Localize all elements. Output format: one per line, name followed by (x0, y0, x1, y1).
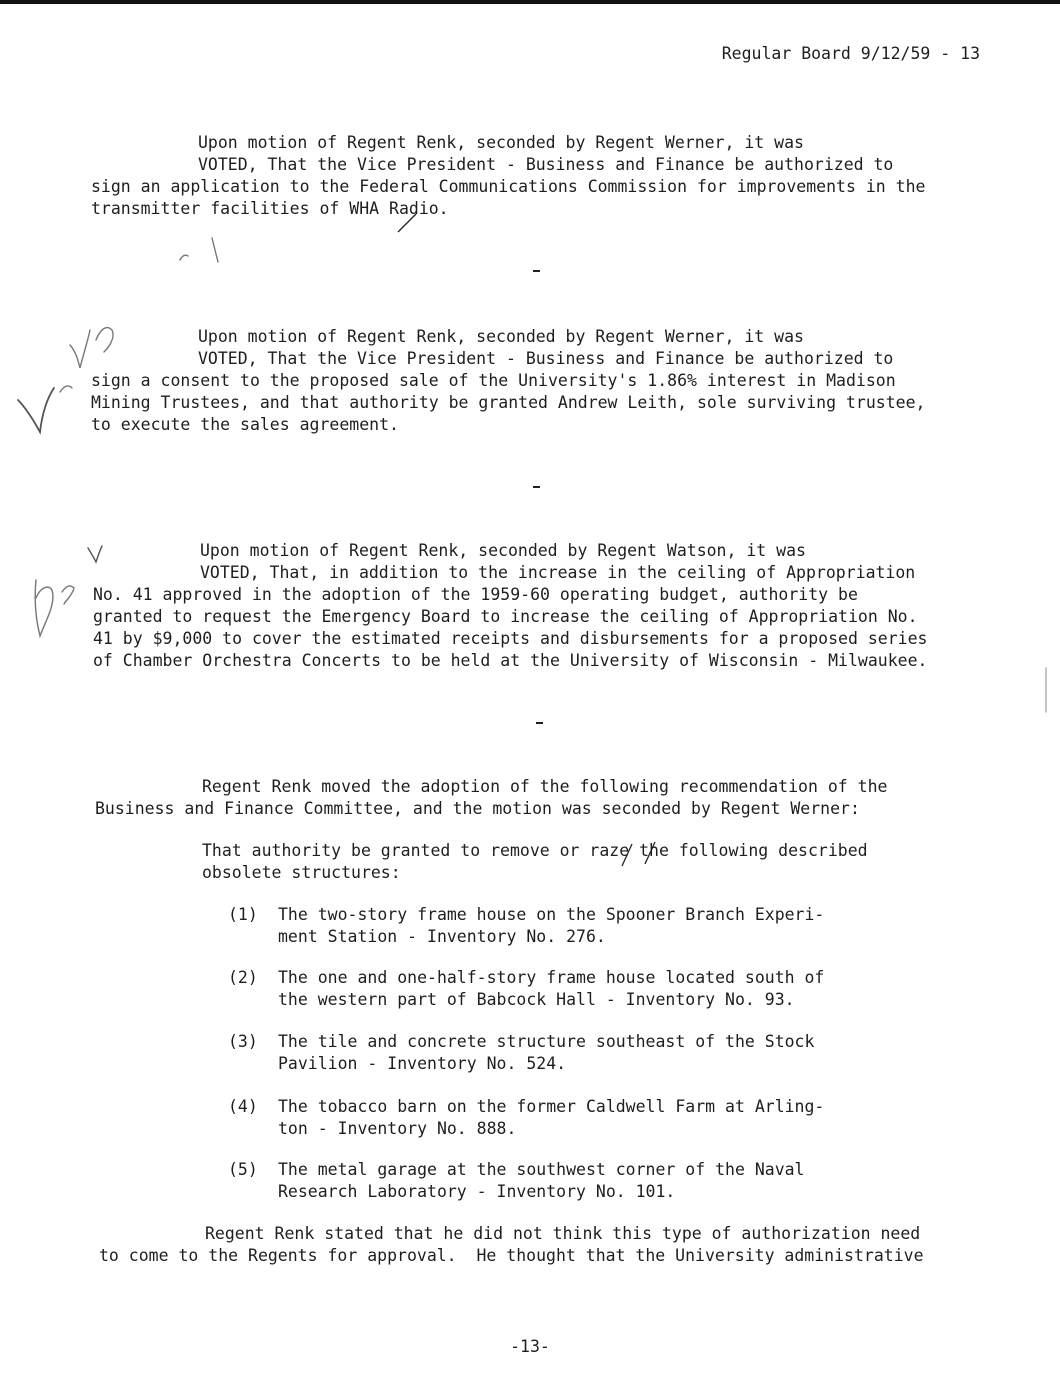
running-header: Regular Board 9/12/59 - 13 (721, 44, 980, 63)
paragraph-2-line-1: Upon motion of Regent Renk, seconded by Regent Werner, it was (198, 327, 804, 346)
paragraph-3-line-3: No. 41 approved in the adoption of the 1959-60 operating budget, authority be (93, 585, 858, 604)
paragraph-3-line-5: 41 by $9,000 to cover the estimated receipts and disbursements for a proposed series (93, 629, 928, 648)
page-number: -13- (510, 1337, 550, 1356)
recommendation-line-2: obsolete structures: (202, 863, 401, 882)
paragraph-2-line-3: sign a consent to the proposed sale of the University's 1.86% interest in Madison (91, 371, 896, 390)
paragraph-4-line-1: Regent Renk moved the adoption of the following recommendation of the (202, 777, 888, 796)
recommendation-line-1: That authority be granted to remove or raze the following described (202, 841, 868, 860)
structure-2-line-2: the western part of Babcock Hall - Inventory No. 93. (278, 990, 795, 1009)
structure-2-line-1: The one and one-half-story frame house located south of (278, 968, 825, 987)
closing-line-1: Regent Renk stated that he did not think this type of authorization need (205, 1224, 921, 1243)
structure-5-line-1: The metal garage at the southwest corner of the Naval (278, 1160, 805, 1179)
structure-5-line-2: Research Laboratory - Inventory No. 101. (278, 1182, 676, 1201)
structure-3-line-1: The tile and concrete structure southeast of the Stock (278, 1032, 815, 1051)
structure-3-number: (3) (228, 1032, 258, 1051)
paragraph-2-line-4: Mining Trustees, and that authority be granted Andrew Leith, sole surviving trustee, (91, 393, 926, 412)
structure-4-line-2: ton - Inventory No. 888. (278, 1119, 517, 1138)
structure-4-number: (4) (228, 1097, 258, 1116)
paragraph-4-line-2: Business and Finance Committee, and the motion was seconded by Regent Werner: (95, 799, 860, 818)
paragraph-3-line-4: granted to request the Emergency Board to increase the ceiling of Appropriation No. (93, 607, 918, 626)
structure-1-line-2: ment Station - Inventory No. 276. (278, 927, 606, 946)
paragraph-1-line-4: transmitter facilities of WHA Radio. (91, 199, 449, 218)
closing-line-2: to come to the Regents for approval. He thought that the University administrative (99, 1246, 924, 1265)
paragraph-1-line-2: VOTED, That the Vice President - Business and Finance be authorized to (198, 155, 894, 174)
structure-2-number: (2) (228, 968, 258, 987)
paragraph-1-line-3: sign an application to the Federal Communications Commission for improvements in the (91, 177, 926, 196)
paragraph-3-line-2: VOTED, That, in addition to the increase in the ceiling of Appropriation (200, 563, 916, 582)
paragraph-3-line-6: of Chamber Orchestra Concerts to be held at the University of Wisconsin - Milwaukee. (93, 651, 928, 670)
paragraph-2-line-2: VOTED, That the Vice President - Business and Finance be authorized to (198, 349, 894, 368)
paragraph-1-line-1: Upon motion of Regent Renk, seconded by Regent Werner, it was (198, 133, 804, 152)
paragraph-2-line-5: to execute the sales agreement. (91, 415, 399, 434)
structure-1-number: (1) (228, 905, 258, 924)
structure-5-number: (5) (228, 1160, 258, 1179)
structure-3-line-2: Pavilion - Inventory No. 524. (278, 1054, 567, 1073)
paragraph-3-line-1: Upon motion of Regent Renk, seconded by Regent Watson, it was (200, 541, 806, 560)
structure-4-line-1: The tobacco barn on the former Caldwell Farm at Arling- (278, 1097, 825, 1116)
structure-1-line-1: The two-story frame house on the Spooner Branch Experi- (278, 905, 825, 924)
